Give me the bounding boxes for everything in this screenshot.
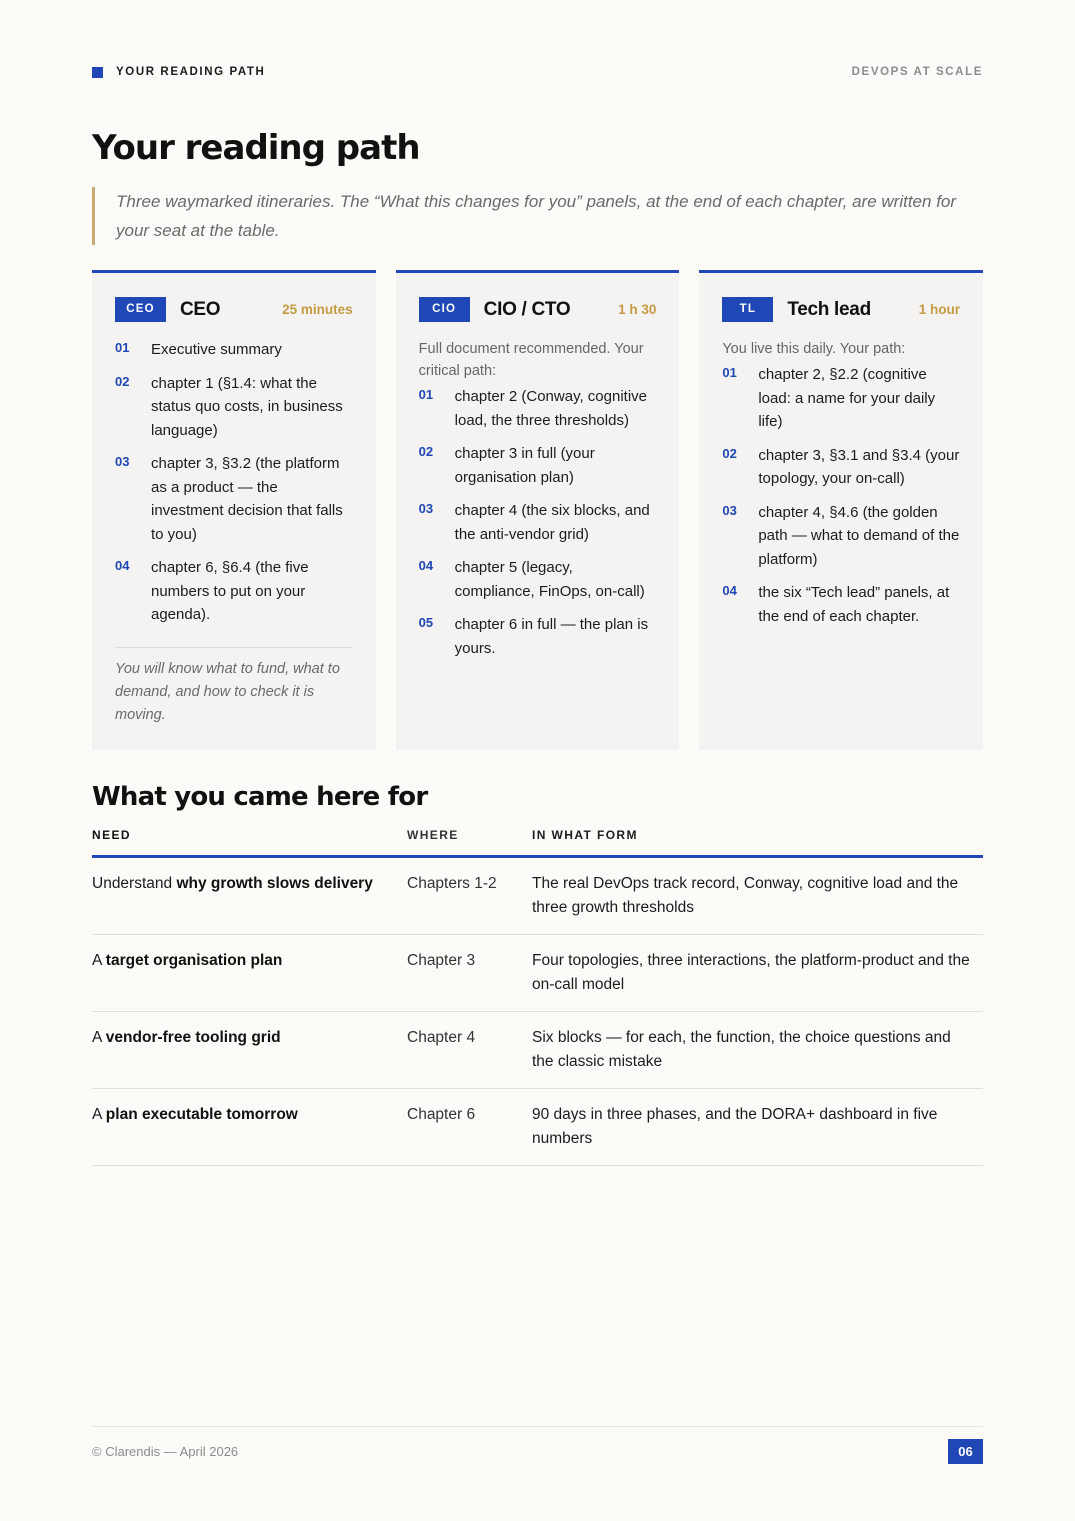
column-header-where: WHERE — [407, 823, 532, 857]
need-cell: A target organisation plan — [92, 935, 407, 1012]
path-item — [115, 556, 353, 627]
page-footer — [92, 1426, 983, 1464]
path-card-ceo — [92, 270, 376, 750]
item-text: the six “Tech lead” panels, at the end of each chapter. — [758, 584, 950, 625]
item-number: 04 — [115, 558, 130, 573]
page-header — [92, 66, 983, 78]
path-item — [722, 444, 960, 491]
path-item — [115, 372, 353, 443]
card-intro: Full document recommended. Your critical path: — [418, 341, 644, 379]
item-number: 05 — [418, 615, 434, 630]
table-row — [92, 935, 983, 1012]
item-number: 04 — [418, 558, 434, 573]
item-number: 03 — [418, 501, 434, 516]
section-indicator — [92, 66, 265, 78]
table-header-row — [92, 823, 983, 857]
item-number: 03 — [115, 454, 130, 469]
card-header — [419, 297, 657, 322]
form-cell: Six blocks — for each, the function, the choice questions and the classic mistake — [532, 1012, 983, 1089]
need-emphasis: plan executable tomorrow — [105, 1106, 298, 1123]
needs-section-title: What you came here for — [92, 782, 428, 812]
need-cell: A plan executable tomorrow — [92, 1089, 407, 1166]
where-cell: Chapters 1-2 — [407, 857, 532, 935]
table-row — [92, 1012, 983, 1089]
item-number: 02 — [722, 445, 737, 461]
item-number: 02 — [418, 444, 434, 459]
item-number: 01 — [418, 387, 434, 402]
card-header — [722, 297, 960, 322]
need-cell: A vendor-free tooling grid — [92, 1012, 407, 1089]
item-text: chapter 3 in full (your organisation plan) — [454, 445, 595, 486]
where-cell: Chapter 6 — [407, 1089, 532, 1166]
item-text: chapter 1 (§1.4: what the status quo costs, in business language) — [151, 374, 343, 439]
path-item — [419, 499, 657, 546]
item-text: chapter 3, §3.2 (the platform as a product — the investment decision that falls to you) — [151, 455, 343, 543]
path-item — [115, 338, 353, 362]
path-item — [722, 363, 960, 434]
page-title: Your reading path — [92, 128, 420, 168]
reading-duration: 1 hour — [918, 302, 961, 317]
path-item — [419, 442, 657, 489]
path-item — [419, 385, 657, 432]
role-badge: TL — [722, 297, 773, 322]
path-item — [722, 581, 960, 628]
item-text: chapter 2, §2.2 (cognitive load: a name for your daily life) — [758, 366, 936, 430]
item-text: chapter 4, §4.6 (the golden path — what to demand of the platform) — [758, 503, 960, 568]
need-emphasis: vendor-free tooling grid — [105, 1029, 281, 1046]
item-text: chapter 2 (Conway, cognitive load, the three thresholds) — [454, 388, 647, 429]
document-title: DEVOPS AT SCALE — [851, 66, 983, 78]
path-item — [419, 613, 657, 660]
form-cell: The real DevOps track record, Conway, cognitive load and the three growth thresholds — [532, 857, 983, 935]
page-number: 06 — [948, 1439, 983, 1464]
card-title: Tech lead — [787, 298, 871, 320]
intro-quote: Three waymarked itineraries. The “What this changes for you” panels, at the end of each chapter, are written for your seat at the table. — [92, 187, 972, 245]
path-item — [722, 501, 960, 572]
reading-duration: 1 h 30 — [618, 302, 657, 317]
section-label: YOUR READING PATH — [116, 66, 266, 78]
copyright: © Clarendis — April 2026 — [92, 1444, 239, 1459]
needs-table — [92, 823, 983, 1166]
form-cell: 90 days in three phases, and the DORA+ dashboard in five numbers — [532, 1089, 983, 1166]
need-cell: Understand why growth slows delivery — [92, 857, 407, 935]
card-title: CIO / CTO — [483, 298, 571, 320]
where-cell: Chapter 3 — [407, 935, 532, 1012]
reading-path-cards — [92, 270, 983, 750]
path-item — [419, 556, 657, 603]
table-row — [92, 857, 983, 935]
item-text: Executive summary — [151, 341, 282, 358]
card-note: You will know what to fund, what to demand, and how to check it is moving. — [115, 660, 340, 723]
card-note-section — [115, 647, 353, 727]
reading-duration: 25 minutes — [282, 302, 353, 317]
role-badge: CIO — [419, 297, 470, 322]
item-number: 01 — [115, 340, 130, 355]
path-card-tech-lead — [699, 270, 983, 750]
item-text: chapter 5 (legacy, compliance, FinOps, on-call) — [454, 559, 645, 600]
need-emphasis: why growth slows delivery — [176, 875, 373, 892]
form-cell: Four topologies, three interactions, the platform-product and the on-call model — [532, 935, 983, 1012]
path-card-cio — [396, 270, 680, 750]
item-text: chapter 3, §3.1 and §3.4 (your topology, your on-call) — [758, 446, 960, 487]
item-number: 02 — [115, 373, 130, 389]
where-cell: Chapter 4 — [407, 1012, 532, 1089]
path-item — [115, 452, 353, 546]
item-text: chapter 4 (the six blocks, and the anti-vendor grid) — [454, 502, 650, 543]
item-text: chapter 6, §6.4 (the five numbers to put on your agenda). — [151, 559, 309, 623]
item-number: 03 — [722, 502, 737, 518]
column-header-form: IN WHAT FORM — [532, 823, 983, 857]
column-header-need: NEED — [92, 823, 407, 857]
card-header — [115, 297, 353, 322]
card-title: CEO — [180, 298, 221, 320]
role-badge: CEO — [115, 297, 166, 322]
card-intro: You live this daily. Your path: — [722, 341, 906, 357]
table-row — [92, 1089, 983, 1166]
item-number: 04 — [722, 583, 737, 598]
need-emphasis: target organisation plan — [105, 952, 283, 969]
item-number: 01 — [722, 365, 737, 380]
item-text: chapter 6 in full — the plan is yours. — [454, 616, 649, 657]
section-square-icon — [92, 67, 103, 78]
